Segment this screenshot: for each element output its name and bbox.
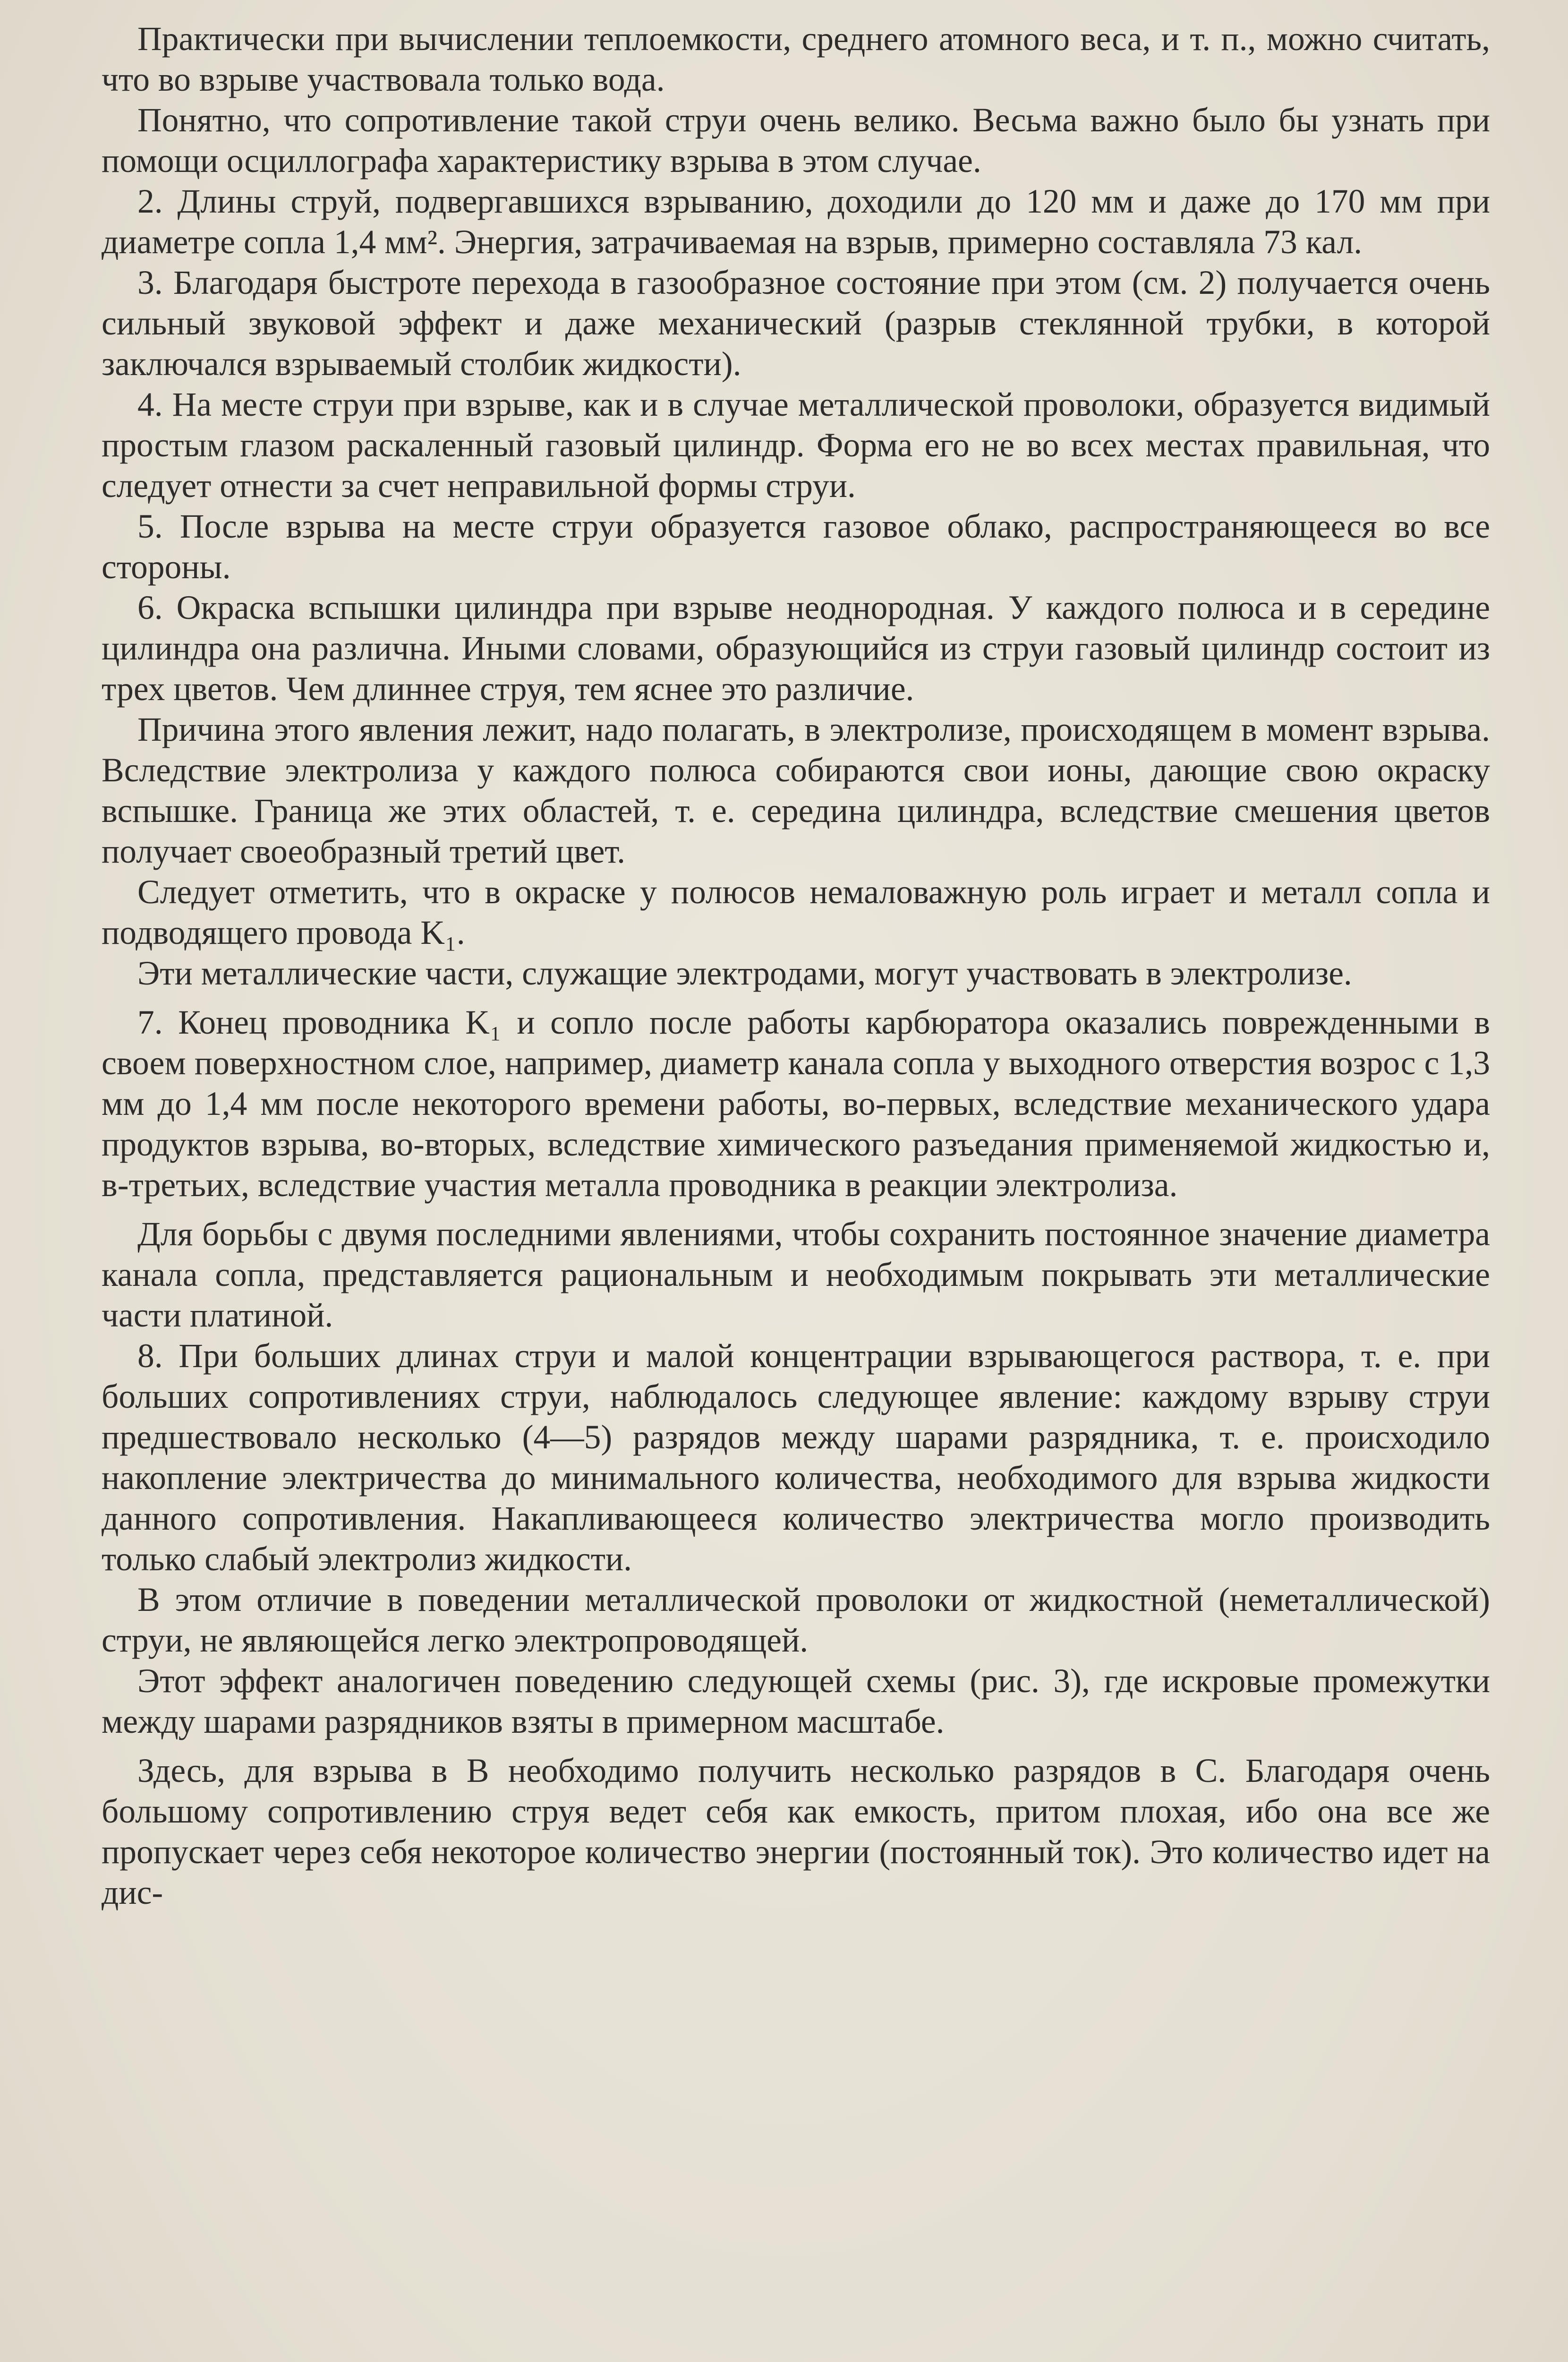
paragraph: 7. Конец проводника K₁ и сопло после работы карбюратора оказались поврежденными в своем поверхностном слое, например, диаметр канала сопла у выходного отверстия возрос с 1,3 мм до 1,4 мм после некоторого времени работы, во-первых, вследствие механического удара продуктов взрыва, во-вторых, вследствие химического разъедания применяемой жидкостью и, в-третьих, вследствие участия металла проводника в реакции электролиза. [102,1004,1490,1204]
paragraph: 2. Длины струй, подвергавшихся взрыванию, доходили до 120 мм и даже до 170 мм при диаметре сопла 1,4 мм². Энергия, затрачиваемая на взрыв, примерно составляла 73 кал. [102,183,1490,261]
paragraph: В этом отличие в поведении металлической проволоки от жидкостной (неметаллической) струи, не являющейся легко электропроводящей. [102,1581,1490,1659]
paragraph: Этот эффект аналогичен поведению следующей схемы (рис. 3), где искровые промежутки между шарами разрядников взяты в примерном масштабе. [102,1662,1490,1740]
paragraph: Здесь, для взрыва в B необходимо получить несколько разрядов в C. Благодаря очень большому сопротивлению струя ведет себя как емкость, притом плохая, ибо она все же пропускает через себя некоторое количество энергии (постоянный ток). Это количество идет на дис- [102,1752,1490,1911]
paragraph: Для борьбы с двумя последними явлениями, чтобы сохранить постоянное значение диаметра канала сопла, представляется рациональным и необходимым покрывать эти металлические части платиной. [102,1215,1490,1334]
paragraph: 4. На месте струи при взрыве, как и в случае металлической проволоки, образуется видимый простым глазом раскаленный газовый цилиндр. Форма его не во всех местах правильная, что следует отнести за счет неправильной формы струи. [102,386,1490,505]
paragraph: 5. После взрыва на месте струи образуется газовое облако, распространяющееся во все стороны. [102,508,1490,586]
paragraph: 3. Благодаря быстроте перехода в газообразное состояние при этом (см. 2) получается очень сильный звуковой эффект и даже механический (разрыв стеклянной трубки, в которой заключался взрываемый столбик жидкости). [102,264,1490,383]
paragraph: 8. При больших длинах струи и малой концентрации взрывающегося раствора, т. е. при больших сопротивлениях струи, наблюдалось следующее явление: каждому взрыву струи предшествовало несколько (4—5) разрядов между шарами разрядника, т. е. происходило накопление электричества до минимального количества, необходимого для взрыва жидкости данного сопротивления. Накапливающееся количество электричества могло производить только слабый электролиз жидкости. [102,1337,1490,1578]
paragraph: Причина этого явления лежит, надо полагать, в электролизе, происходящем в момент взрыва. Вследствие электролиза у каждого полюса собираются свои ионы, дающие свою окраску вспышке. Граница же этих областей, т. е. середина цилиндра, вследствие смешения цветов получает своеобразный третий цвет. [102,711,1490,870]
paragraph: Следует отметить, что в окраске у полюсов немаловажную роль играет и металл сопла и подводящего провода K₁. [102,873,1490,951]
paragraph: Эти металлические части, служащие электродами, могут участвовать в электролизе. [137,955,1352,992]
body-text [102,19,1490,1913]
paragraph: Практически при вычислении теплоемкости, среднего атомного веса, и т. п., можно считать, что во взрыве участвовала только вода. [102,20,1490,98]
paragraph: 6. Окраска вспышки цилиндра при взрыве неоднородная. У каждого полюса и в середине цилиндра она различна. Иными словами, образующийся из струи газовый цилиндр состоит из трех цветов. Чем длиннее струя, тем яснее это различие. [102,589,1490,708]
paragraph: Понятно, что сопротивление такой струи очень велико. Весьма важно было бы узнать при помощи осциллографа характеристику взрыва в этом случае. [102,102,1490,180]
